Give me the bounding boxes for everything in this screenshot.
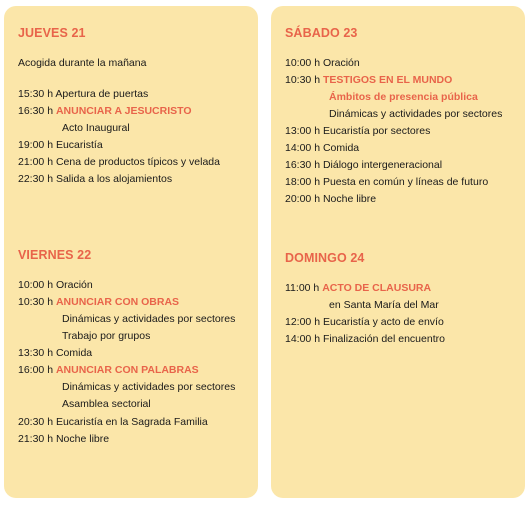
item-subtext: en Santa María del Mar	[329, 299, 439, 311]
item-time: 10:30 h	[18, 296, 54, 308]
schedule-item	[18, 416, 208, 429]
schedule-item	[285, 74, 452, 87]
schedule-item	[285, 176, 488, 189]
item-time: 14:00 h	[285, 333, 321, 345]
item-subtext: Asamblea sectorial	[62, 398, 151, 410]
item-subtext: Trabajo por grupos	[62, 330, 151, 342]
schedule-item	[18, 173, 172, 186]
item-time: 16:30 h	[285, 159, 321, 171]
left-panel	[4, 6, 258, 498]
item-time: 11:00 h	[285, 282, 320, 294]
item-text: Cena de productos típicos y velada	[55, 156, 220, 168]
schedule-item	[18, 347, 92, 360]
item-time: 10:00 h	[285, 57, 321, 69]
item-time: 15:30 h	[18, 88, 54, 100]
item-highlight: ANUNCIAR CON OBRAS	[55, 296, 180, 308]
item-text: Eucaristía en la Sagrada Familia	[55, 416, 208, 428]
day-title: SÁBADO 23	[285, 26, 358, 40]
item-subtext: Dinámicas y actividades por sectores	[62, 381, 236, 393]
item-text: Diálogo intergeneracional	[322, 159, 443, 171]
item-subtext: Dinámicas y actividades por sectores	[62, 313, 236, 325]
item-text: Puesta en común y líneas de futuro	[322, 176, 489, 188]
schedule-item	[18, 156, 220, 169]
item-highlight: TESTIGOS EN EL MUNDO	[322, 74, 453, 86]
item-text: Eucaristía por sectores	[322, 125, 431, 137]
item-time: 20:30 h	[18, 416, 54, 428]
item-text: Oración	[55, 279, 93, 291]
item-highlight: ACTO DE CLAUSURA	[322, 282, 432, 294]
item-time: 12:00 h	[285, 316, 321, 328]
item-text: Eucaristía y acto de envío	[322, 316, 444, 328]
schedule-item	[285, 125, 430, 138]
schedule-item	[285, 159, 442, 172]
item-text: Finalización del encuentro	[322, 333, 445, 345]
item-text: Eucaristía	[55, 139, 103, 151]
item-time: 10:00 h	[18, 279, 54, 291]
intro-text: Acogida durante la mañana	[18, 57, 147, 69]
schedule-item	[285, 316, 444, 329]
item-text: Oración	[322, 57, 360, 69]
item-time: 21:30 h	[18, 433, 54, 445]
right-panel	[271, 6, 525, 498]
item-subtitle-highlight: Ámbitos de presencia pública	[329, 91, 478, 103]
item-text: Apertura de puertas	[55, 88, 149, 100]
item-text: Comida	[55, 347, 93, 359]
day-title: DOMINGO 24	[285, 251, 365, 265]
schedule-item	[285, 57, 360, 70]
item-time: 13:00 h	[285, 125, 321, 137]
item-subtext: Dinámicas y actividades por sectores	[329, 108, 503, 120]
item-time: 19:00 h	[18, 139, 54, 151]
item-time: 16:00 h	[18, 364, 54, 376]
schedule-item	[18, 364, 199, 377]
item-subtext: Acto Inaugural	[62, 122, 130, 134]
schedule-item	[285, 282, 431, 295]
schedule-item	[285, 333, 445, 346]
item-text: Comida	[322, 142, 360, 154]
item-time: 13:30 h	[18, 347, 54, 359]
day-title: VIERNES 22	[18, 248, 92, 262]
schedule-item	[18, 279, 93, 292]
schedule-item	[285, 193, 376, 206]
item-time: 21:00 h	[18, 156, 54, 168]
schedule-item	[18, 139, 103, 152]
item-text: Noche libre	[55, 433, 110, 445]
item-text: Noche libre	[322, 193, 377, 205]
item-time: 16:30 h	[18, 105, 54, 117]
item-time: 22:30 h	[18, 173, 54, 185]
item-time: 14:00 h	[285, 142, 321, 154]
item-highlight: ANUNCIAR CON PALABRAS	[55, 364, 199, 376]
item-time: 18:00 h	[285, 176, 321, 188]
item-text: Salida a los alojamientos	[55, 173, 173, 185]
schedule-item	[18, 296, 179, 309]
schedule-item	[18, 105, 192, 118]
item-time: 10:30 h	[285, 74, 321, 86]
item-time: 20:00 h	[285, 193, 321, 205]
item-highlight: ANUNCIAR A JESUCRISTO	[55, 105, 192, 117]
schedule-item	[18, 88, 148, 101]
schedule-item	[285, 142, 359, 155]
day-title: JUEVES 21	[18, 26, 86, 40]
schedule-item	[18, 433, 109, 446]
